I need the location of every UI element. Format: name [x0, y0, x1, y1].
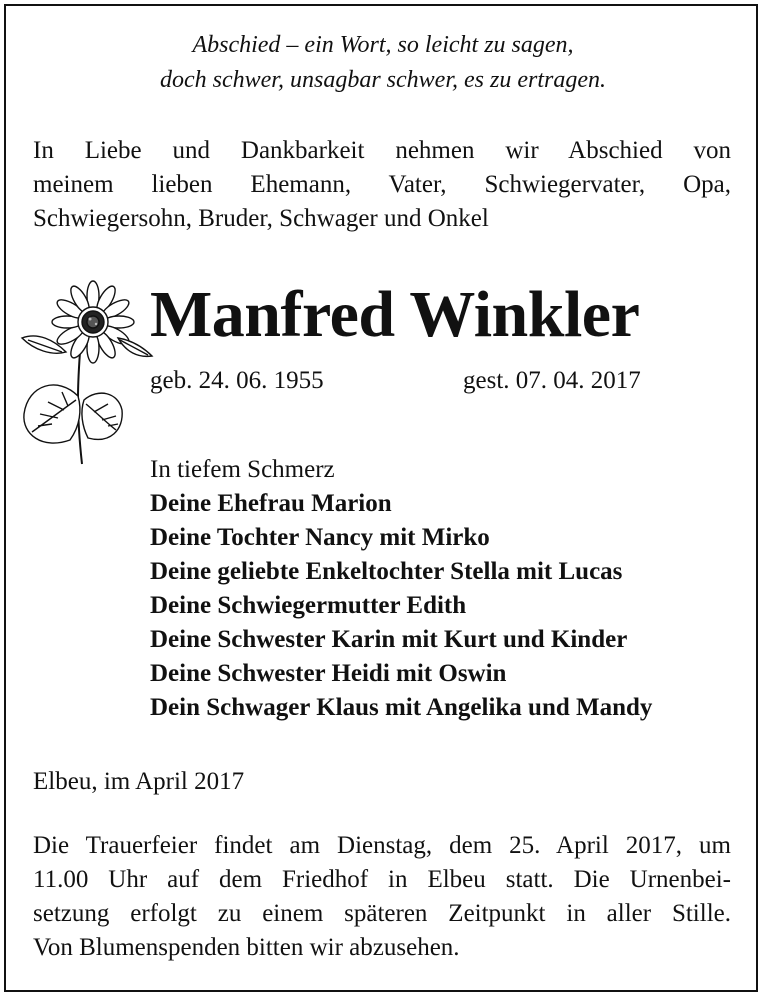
intro-line-1: In Liebe und Dankbarkeit nehmen wir Abschied von [33, 137, 731, 164]
intro-line-2: meinem lieben Ehemann, Vater, Schwiegervater, Opa, [33, 171, 731, 198]
mourner-list [150, 487, 652, 725]
mourner-item: Deine geliebte Enkeltochter Stella mit Lucas [150, 558, 623, 585]
mourning-heading: In tiefem Schmerz [150, 456, 335, 483]
sunflower-icon [18, 280, 168, 476]
mourner-item: Deine Schwester Heidi mit Oswin [150, 660, 507, 687]
place-date: Elbeu, im April 2017 [33, 768, 245, 795]
funeral-line-1: Die Trauerfeier findet am Dienstag, dem 25. April 2017, um [33, 832, 731, 859]
death-date: gest. 07. 04. 2017 [463, 367, 641, 394]
poem-line-2: doch schwer, unsagbar schwer, es zu ertragen. [160, 67, 606, 93]
funeral-line-3: setzung erfolgt zu einem späteren Zeitpunkt in aller Stille. [33, 900, 731, 927]
mourner-item: Dein Schwager Klaus mit Angelika und Mandy [150, 694, 653, 721]
funeral-info [33, 829, 731, 965]
mourner-item: Deine Schwiegermutter Edith [150, 592, 467, 619]
poem-line-1: Abschied – ein Wort, so leicht zu sagen, [192, 32, 574, 58]
intro-line-3: Schwiegersohn, Bruder, Schwager und Onkel [33, 205, 489, 232]
mourner-item: Deine Schwester Karin mit Kurt und Kinder [150, 626, 628, 653]
birth-date: geb. 24. 06. 1955 [150, 367, 324, 394]
intro-text [33, 134, 731, 236]
deceased-name: Manfred Winkler [150, 278, 640, 351]
opening-poem [0, 28, 766, 98]
mourner-item: Deine Tochter Nancy mit Mirko [150, 524, 490, 551]
mourner-item: Deine Ehefrau Marion [150, 490, 392, 517]
funeral-line-4: Von Blumenspenden bitten wir abzusehen. [33, 934, 460, 961]
funeral-line-2: 11.00 Uhr auf dem Friedhof in Elbeu statt. Die Urnenbei- [33, 866, 731, 893]
